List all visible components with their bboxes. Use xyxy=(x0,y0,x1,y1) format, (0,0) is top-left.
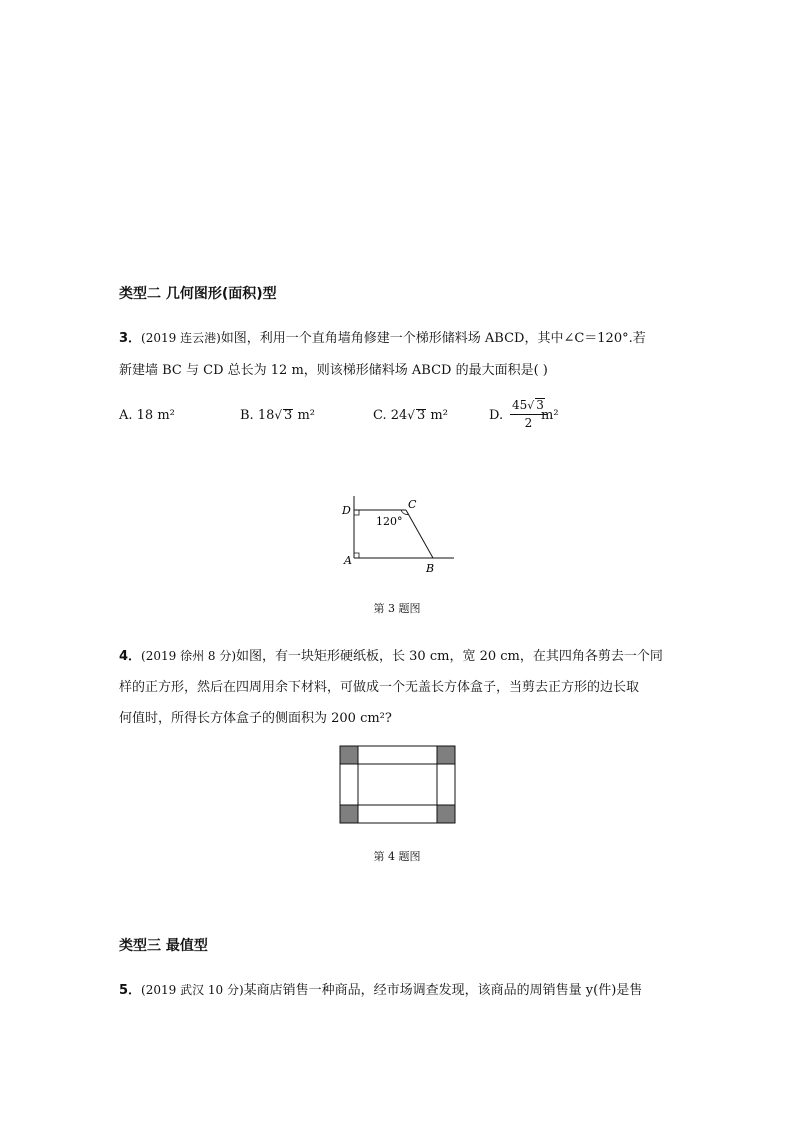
question-source: (2019 武汉 10 分) xyxy=(141,983,244,997)
segment-cb xyxy=(406,510,433,558)
fraction-denominator: 2 xyxy=(524,416,533,430)
cut-square-bottom-right xyxy=(437,805,455,823)
numerator-coefficient: 45 xyxy=(512,398,528,412)
cut-square-bottom-left xyxy=(340,805,358,823)
sqrt-sign: √ xyxy=(407,408,415,422)
option-d-label: D. xyxy=(489,408,504,423)
question-text: 如图，有一块矩形硬纸板，长 30 cm，宽 20 cm，在其四角各剪去一个同 xyxy=(236,649,663,664)
question-text: 如图，利用一个直角墙角修建一个梯形储料场 ABCD，其中∠C＝120°.若 xyxy=(220,331,646,346)
figure-3-caption: 第 3 题图 xyxy=(373,602,421,615)
trapezoid-figure xyxy=(330,490,470,580)
right-angle-a xyxy=(354,553,359,558)
option-b-radicand: 3 xyxy=(284,408,293,423)
question-number: 3． xyxy=(119,331,142,346)
label-a: A xyxy=(344,554,352,567)
question-source: (2019 徐州 8 分) xyxy=(141,649,237,663)
question-text: 某商店销售一种商品，经市场调查发现，该商品的周销售量 y(件)是售 xyxy=(243,983,643,998)
numerator-radicand: 3 xyxy=(536,398,544,412)
question-number: 4． xyxy=(119,649,142,664)
label-b: B xyxy=(426,562,435,575)
question-3-line-1 xyxy=(119,327,646,346)
section-heading-type2: 类型二 几何图形(面积)型 xyxy=(119,286,277,302)
figure-4-caption: 第 4 题图 xyxy=(373,850,421,863)
sqrt-sign: √ xyxy=(527,399,535,412)
option-a: A. 18 m² xyxy=(119,408,175,423)
option-c-unit: m² xyxy=(426,408,448,423)
cardboard-figure xyxy=(338,744,458,826)
question-3-line-2: 新建墙 BC 与 CD 总长为 12 m，则该梯形储料场 ABCD 的最大面积是( ) xyxy=(119,363,548,378)
label-angle: 120° xyxy=(376,515,403,528)
label-c: C xyxy=(408,498,417,511)
cut-square-top-right xyxy=(437,746,455,764)
option-c-prefix: C. 24 xyxy=(373,408,408,423)
right-angle-d xyxy=(354,510,359,515)
option-d-unit: m² xyxy=(541,408,559,423)
option-b xyxy=(240,408,315,423)
question-4-line-3: 何值时，所得长方体盒子的侧面积为 200 cm²? xyxy=(119,711,392,726)
option-c xyxy=(373,408,448,423)
sqrt-sign: √ xyxy=(274,408,283,422)
section-heading-type3: 类型三 最值型 xyxy=(119,938,208,954)
question-4-line-1 xyxy=(119,645,663,664)
question-source: (2019 连云港) xyxy=(141,331,221,345)
cut-square-top-left xyxy=(340,746,358,764)
option-c-radicand: 3 xyxy=(416,408,426,423)
option-b-unit: m² xyxy=(293,408,315,423)
question-number: 5． xyxy=(119,983,142,998)
label-d: D xyxy=(342,504,351,517)
option-b-prefix: B. 18 xyxy=(240,408,275,423)
question-5-line-1 xyxy=(119,979,642,998)
question-4-line-2: 样的正方形，然后在四周用余下材料，可做成一个无盖长方体盒子，当剪去正方形的边长取 xyxy=(119,680,640,695)
